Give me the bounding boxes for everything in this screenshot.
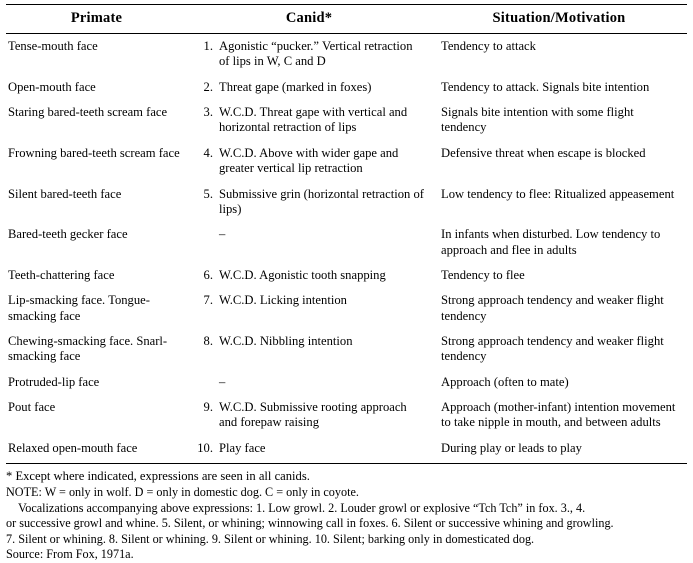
table-bottom-rule [6, 463, 687, 464]
cell-canid [187, 75, 431, 100]
cell-situation: Approach (often to mate) [441, 374, 569, 389]
canid-text: Agonistic “pucker.” Vertical retraction of lips in W, C and D [219, 39, 413, 69]
canid-text: – [219, 227, 226, 242]
canid-number: 1. [203, 39, 213, 53]
cell-situation: Low tendency to flee: Ritualized appeasement [441, 186, 675, 201]
canid-text: W.C.D. Submissive rooting approach and forepaw raising [219, 400, 407, 430]
cell-primate: Tense-mouth face [8, 39, 98, 53]
footnote-vocalizations-line1: Vocalizations accompanying above expressions: 1. Low growl. 2. Louder growl or explosive “Tch Tch” in fox. 3., 4. [18, 500, 586, 515]
cell-situation: Tendency to attack. Signals bite intention [441, 79, 650, 94]
cell-canid [187, 34, 431, 75]
column-header-primate: Primate [6, 5, 187, 34]
cell-situation: Tendency to flee [441, 267, 525, 282]
column-header-situation: Situation/Motivation [431, 5, 687, 34]
canid-text: Play face [219, 440, 266, 455]
footnotes [6, 469, 687, 562]
cell-canid [187, 222, 431, 263]
cell-canid [187, 395, 431, 436]
cell-primate: Bared-teeth gecker face [8, 227, 128, 242]
canid-text: W.C.D. Threat gape with vertical and horizontal retraction of lips [219, 105, 408, 135]
canid-number: 6. [203, 267, 213, 282]
table-row [6, 75, 687, 100]
cell-situation: In infants when disturbed. Low tendency to approach and flee in adults [441, 227, 661, 257]
cell-primate: Teeth-chattering face [8, 267, 115, 282]
cell-canid [187, 263, 431, 288]
canid-number: 4. [203, 145, 213, 160]
cell-primate: Staring bared-teeth scream face [8, 105, 168, 120]
table-row [6, 288, 687, 329]
cell-canid [187, 370, 431, 395]
canid-text: Submissive grin (horizontal retraction of lips) [219, 186, 424, 216]
footnote-asterisk: * Except where indicated, expressions are seen in all canids. [6, 469, 310, 484]
canid-number: 5. [203, 186, 213, 201]
cell-canid [187, 329, 431, 370]
table-row [6, 34, 687, 75]
cell-situation: Strong approach tendency and weaker flight tendency [441, 334, 664, 364]
footnote-vocalizations-line3: 7. Silent or whining. 8. Silent or whining. 9. Silent or whining. 10. Silent; barking only in domesticated dog. [6, 531, 535, 546]
table-row [6, 370, 687, 395]
cell-situation: Defensive threat when escape is blocked [441, 145, 646, 160]
footnote-note: NOTE: W = only in wolf. D = only in domestic dog. C = only in coyote. [6, 485, 359, 500]
cell-primate: Relaxed open-mouth face [8, 440, 138, 455]
canid-text: Threat gape (marked in foxes) [219, 79, 372, 94]
canid-number: 8. [203, 334, 213, 349]
header-row [6, 5, 687, 34]
cell-primate: Frowning bared-teeth scream face [8, 145, 180, 160]
canid-number: 9. [203, 400, 213, 415]
cell-primate: Open-mouth face [8, 79, 96, 94]
canid-text: W.C.D. Nibbling intention [219, 334, 353, 349]
footnote-source: Source: From Fox, 1971a. [6, 547, 134, 562]
cell-situation: During play or leads to play [441, 440, 582, 455]
table-body [6, 34, 687, 462]
cell-canid [187, 288, 431, 329]
cell-canid [187, 141, 431, 182]
comparison-table [6, 4, 687, 461]
table-page [0, 4, 693, 562]
table-row [6, 263, 687, 288]
footnote-vocalizations-line2: or successive growl and whine. 5. Silent, or whining; winnowing call in foxes. 6. Silent or successive whining and growling. [6, 516, 614, 531]
canid-text: – [219, 374, 226, 389]
canid-number: 3. [203, 105, 213, 120]
table-row [6, 100, 687, 141]
canid-text: W.C.D. Above with wider gape and greater vertical lip retraction [219, 145, 399, 176]
table-row [6, 329, 687, 370]
cell-situation: Approach (mother-infant) intention movement to take nipple in mouth, and between adults [441, 400, 676, 430]
cell-situation: Tendency to attack [441, 39, 536, 53]
cell-primate: Protruded-lip face [8, 374, 100, 389]
table-row [6, 141, 687, 182]
cell-primate: Chewing-smacking face. Snarl-smacking face [8, 334, 168, 364]
cell-canid [187, 436, 431, 461]
cell-situation: Strong approach tendency and weaker flight tendency [441, 293, 664, 323]
canid-number: 7. [203, 293, 213, 308]
cell-canid [187, 182, 431, 223]
table-head [6, 5, 687, 34]
cell-canid [187, 100, 431, 141]
canid-text: W.C.D. Licking intention [219, 293, 347, 308]
canid-number: 10. [197, 440, 213, 455]
column-header-canid: Canid* [187, 5, 431, 34]
table-row [6, 222, 687, 263]
cell-primate: Pout face [8, 400, 56, 415]
canid-text: W.C.D. Agonistic tooth snapping [219, 267, 386, 282]
cell-primate: Lip-smacking face. Tongue-smacking face [8, 293, 150, 323]
canid-number: 2. [203, 79, 213, 94]
cell-situation: Signals bite intention with some flight tendency [441, 105, 634, 135]
cell-primate: Silent bared-teeth face [8, 186, 122, 201]
table-row [6, 182, 687, 223]
table-row [6, 436, 687, 461]
table-row [6, 395, 687, 436]
